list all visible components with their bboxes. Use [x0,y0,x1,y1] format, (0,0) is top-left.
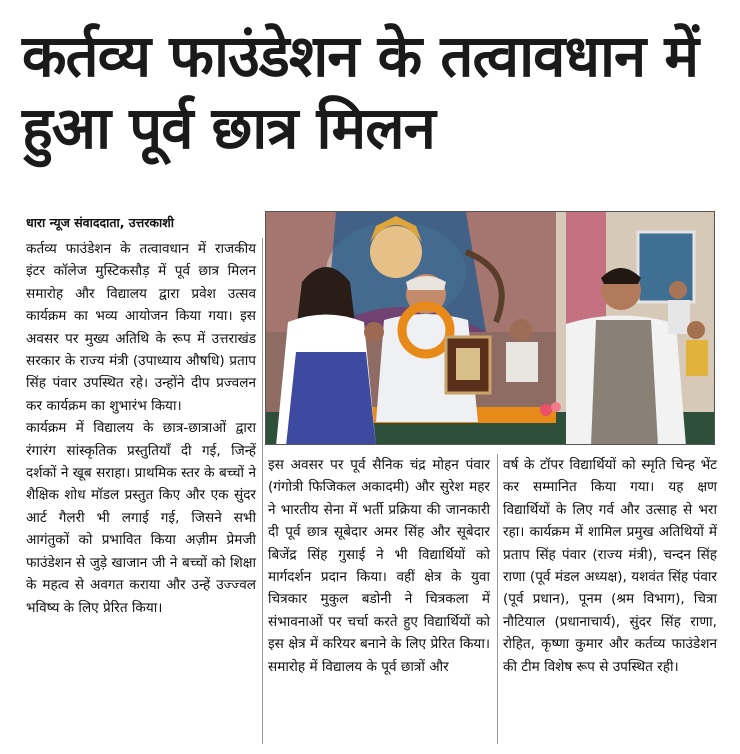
award-ceremony-photo [265,211,715,445]
column-rule-1 [262,238,263,744]
article-column-1: कर्तव्य फाउंडेशन के तत्वावधान में राजकीय इंटर कॉलेज मुस्टिकसौड़ में पूर्व छात्र मिलन समारोह और विद्यालय द्वारा प्रवेश उत्सव कार्यक्रम का भव्य आयोजन किया गया। इस अवसर पर मुख्य अतिथि के रूप में उत्तराखंड सरकार के राज्य मंत्री (उपाध्याय औषधि) प्रताप सिंह पंवार उपस्थित रहे। उन्होंने दीप प्रज्वलन कर कार्यक्रम का शुभारंभ किया। कार्यक्रम में विद्यालय के छात्र-छात्राओं द्वारा रंगारंग सांस्कृतिक प्रस्तुतियाँ दी गई, जिन्हें दर्शकों ने खूब सराहा। प्राथमिक स्तर के बच्चों ने शैक्षिक शोध मॉडल प्रस्तुत किए और एक सुंदर आर्ट गैलरी भी लगाई गई, जिसने सभी आगंतुकों को प्रभावित किया अज़ीम प्रेमजी फाउंडेशन से जुड़े खाजान जी ने बच्चों को शिक्षा के महत्व से अवगत कराया और उन्हें उज्ज्वल भविष्य के लिए प्रेरित किया। [26,241,256,616]
article-column-2: इस अवसर पर पूर्व सैनिक चंद्र मोहन पंवार (गंगोत्री फिजिकल अकादमी) और सुरेश महर ने भारतीय सेना में भर्ती प्रक्रिया की जानकारी दी पूर्व छात्र सूबेदार अमर सिंह और सूबेदार बिजेंद्र सिंह गुसाई ने भी विद्यार्थियों को मार्गदर्शन प्रदान किया। वहीं क्षेत्र के युवा चित्रकार मुकुल बडोनी ने चित्रकला में संभावनाओं पर चर्चा करते हुए विद्यार्थियों को इस क्षेत्र में करियर बनाने के लिए प्रेरित किया। समारोह में विद्यालय के पूर्व छात्रों और [268,457,490,675]
article-column-3: वर्ष के टॉपर विद्यार्थियों को स्मृति चिन्ह भेंट कर सम्मानित किया गया। यह क्षण विद्यार्थियों के लिए गर्व और उत्साह से भरा रहा। कार्यक्रम में शामिल प्रमुख अतिथियों में प्रताप सिंह पंवार (राज्य मंत्री), चन्दन सिंह राणा (पूर्व मंडल अध्यक्ष), यशवंत सिंह पंवार (पूर्व प्रधान), पूनम (श्रम विभाग), चित्रा नौटियाल (प्रधानाचार्य), सुंदर सिंह राणा, रोहित, कृष्णा कुमार और कर्तव्य फाउंडेशन की टीम विशेष रूप से उपस्थित रही। [503,457,717,675]
byline: धारा न्यूज संवाददाता, उत्तरकाशी [26,215,174,230]
column-rule-2 [497,454,498,744]
headline: कर्तव्य फाउंडेशन के तत्वावधान में हुआ पूर्व छात्र मिलन [22,22,699,162]
photo-illustration [266,212,715,445]
